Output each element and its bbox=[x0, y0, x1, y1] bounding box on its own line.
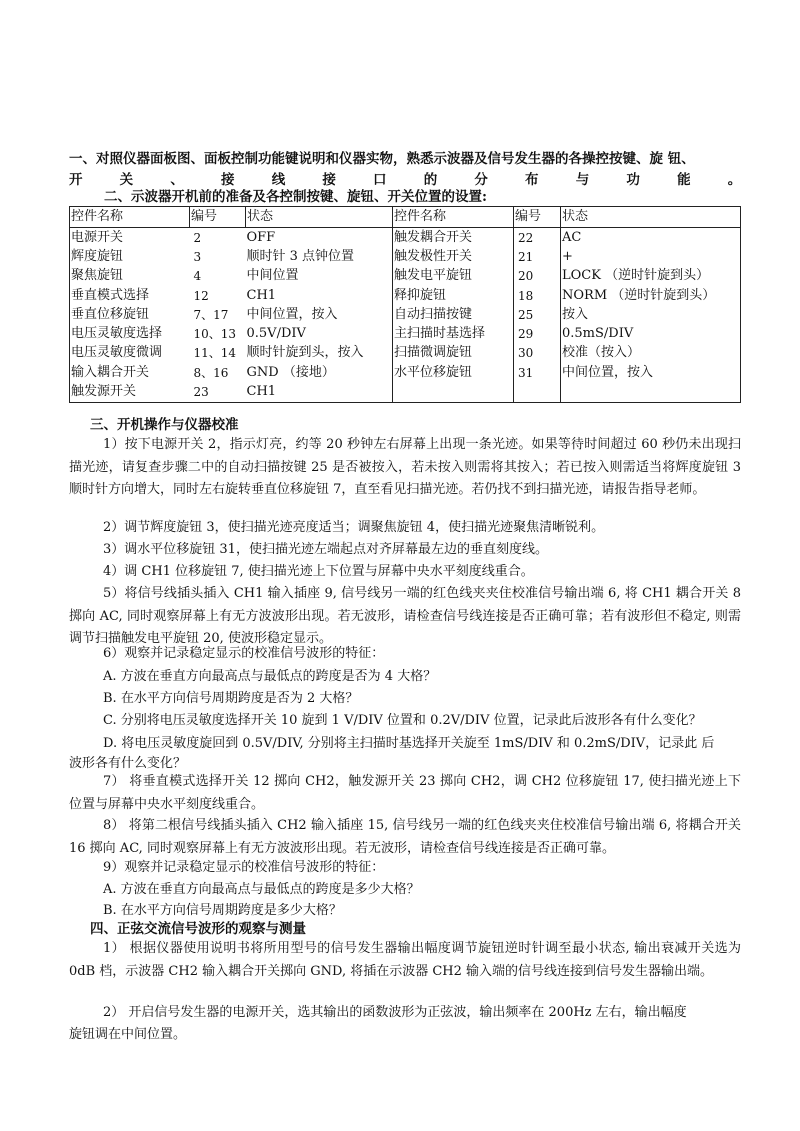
table-cell: 水平位移旋钮 bbox=[393, 363, 514, 382]
section-3-p6d-line2: 波形各有什么变化？ bbox=[69, 756, 187, 771]
table-header-row bbox=[70, 207, 741, 228]
heading-1-word: 。 bbox=[727, 172, 742, 188]
table-cell: 校准（按入） bbox=[561, 344, 741, 363]
table-cell: 7、17 bbox=[193, 307, 229, 322]
section-4-p2-line2: 旋钮调在中间位置。 bbox=[69, 1027, 187, 1042]
table-cell: GND （接地） bbox=[246, 364, 335, 380]
heading-1-word: 布 bbox=[525, 172, 555, 188]
section-3-p9b: B. 在水平方向信号周期跨度是多少大格？ bbox=[103, 903, 342, 918]
table-cell: 10、13 bbox=[193, 327, 237, 342]
section-3-p1 bbox=[69, 434, 741, 502]
heading-1-word: 接 bbox=[221, 172, 251, 188]
table-cell: 顺时针旋到头，按入 bbox=[246, 345, 364, 361]
table-cell: 触发极性开关 bbox=[393, 247, 514, 266]
table-header-cell: 编号 bbox=[514, 207, 561, 228]
table-cell: 自动扫描按键 bbox=[393, 305, 514, 324]
table-cell: 29 bbox=[514, 324, 561, 343]
table-cell: 触发耦合开关 bbox=[393, 228, 514, 248]
table-cell: 电源开关 bbox=[70, 228, 190, 248]
table-cell: CH1 bbox=[246, 382, 393, 402]
section-3-p6c: C. 分别将电压灵敏度选择开关 10 旋到 1 V/DIV 位置和 0.2V/DIV 位置，记录此后波形各有什么变化？ bbox=[103, 713, 702, 728]
heading-1-word: 、 bbox=[170, 172, 201, 188]
heading-1-word: 线 bbox=[271, 172, 302, 188]
controls-table bbox=[69, 206, 741, 403]
table-cell bbox=[514, 382, 561, 402]
table-cell: 释抑旋钮 bbox=[393, 286, 514, 305]
table-cell: 中间位置，按入 bbox=[246, 306, 338, 322]
heading-1-word: 的 bbox=[423, 172, 454, 188]
table-cell bbox=[393, 382, 514, 402]
table-cell: CH1 bbox=[246, 287, 277, 303]
heading-1-word: 关 bbox=[119, 172, 150, 188]
table-cell: 输入耦合开关 bbox=[70, 363, 190, 382]
section-3-p6b: B. 在水平方向信号周期跨度是否为 2 大格？ bbox=[103, 691, 359, 706]
section-3-p3 bbox=[69, 539, 741, 562]
section-3-p6a: A. 方波在垂直方向最高点与最低点的跨度是否为 4 大格？ bbox=[103, 669, 437, 684]
table-cell: 辉度旋钮 bbox=[70, 247, 190, 266]
section-4-p1 bbox=[69, 938, 741, 983]
section-3-p6: 6）观察并记录稳定显示的校准信号波形的特征： bbox=[103, 646, 385, 661]
paragraph-text: 5）将信号线插头插入 CH1 输入插座 9, 信号线另一端的红色线夹夹住校准信号输出端 6, 将 CH1 耦合开关 8 掷向 AC, 同时观察屏幕上有无方波波形出现。若无波形，请检查信号线连接是否正确可靠；若有波形但不稳定, 则需调节扫描触发电平旋钮 20, 使波形稳定显示。 bbox=[69, 586, 741, 647]
section-4-title: 四、正弦交流信号波形的观察与测量 bbox=[90, 921, 306, 937]
table-cell: 23 bbox=[190, 382, 246, 402]
table-cell: 垂直模式选择 bbox=[70, 286, 190, 305]
table-row bbox=[70, 286, 741, 305]
paragraph-text: 1）按下电源开关 2，指示灯亮，约等 20 秒钟左右屏幕上出现一条光迹。如果等待时间超过 60 秒仍未出现扫描光迹，请复查步骤二中的自动扫描按键 25 是否被按入，若未按入则需将其按入；若已按入则需适当将辉度旋钮 3 顺时针方向增大，同时左右旋转垂直位移旋钮 7，直至看见扫描光迹。若仍找不到扫描光迹，请报告指导老师。 bbox=[69, 437, 741, 498]
table-cell: 顺时针 3 点钟位置 bbox=[246, 248, 355, 264]
section-3-p9: 9）观察并记录稳定显示的校准信号波形的特征： bbox=[103, 860, 385, 875]
table-header-cell: 状态 bbox=[246, 207, 393, 228]
heading-2: 二、示波器开机前的准备及各控制按键、旋钮、开关位置的设置: bbox=[104, 189, 487, 205]
table-cell: 30 bbox=[514, 344, 561, 363]
table-cell: OFF bbox=[246, 229, 276, 245]
table-row bbox=[70, 363, 741, 382]
table-row bbox=[70, 228, 741, 248]
heading-1-word: 接 bbox=[322, 172, 353, 188]
table-cell: 25 bbox=[514, 305, 561, 324]
table-header-cell: 控件名称 bbox=[393, 207, 514, 228]
heading-1-word: 分 bbox=[474, 172, 505, 188]
table-header-cell: 状态 bbox=[561, 207, 741, 228]
table-cell: 3 bbox=[193, 249, 202, 264]
section-4-p2-line1: 2） 开启信号发生器的电源开关，选其输出的函数波形为正弦波，输出频率在 200Hz 左右，输出幅度 bbox=[103, 1005, 687, 1020]
table-cell: 0.5mS/DIV bbox=[561, 324, 741, 343]
heading-1-word: 口 bbox=[373, 172, 403, 188]
table-cell: 扫描微调旋钮 bbox=[393, 344, 514, 363]
table-cell: 按入 bbox=[561, 305, 741, 324]
table-cell: NORM （逆时针旋到头） bbox=[561, 286, 741, 305]
paragraph-text: 8） 将第二根信号线插头插入 CH2 输入插座 15, 信号线另一端的红色线夹夹住校准信号输出端 6, 将耦合开关 16 掷向 AC, 同时观察屏幕上有无方波波形出现。若无波形，请检查信号线连接是否正确可靠。 bbox=[69, 818, 741, 856]
table-row bbox=[70, 324, 741, 343]
table-cell: 31 bbox=[514, 363, 561, 382]
section-3-p4 bbox=[69, 561, 741, 584]
table-cell: 21 bbox=[514, 247, 561, 266]
table-row bbox=[70, 344, 741, 363]
section-3-p8 bbox=[69, 815, 741, 860]
table-cell: + bbox=[561, 247, 741, 266]
table-cell: 0.5V/DIV bbox=[246, 326, 306, 342]
table-cell: 20 bbox=[514, 267, 561, 286]
table-cell: 22 bbox=[514, 228, 561, 248]
table-cell: 触发源开关 bbox=[70, 382, 190, 402]
paragraph-text: 7） 将垂直模式选择开关 12 掷向 CH2，触发源开关 23 掷向 CH2，调 CH2 位移旋钮 17, 使扫描光迹上下位置与屏幕中央水平刻度线重合。 bbox=[69, 774, 741, 812]
section-3-p2 bbox=[69, 517, 741, 540]
table-row bbox=[70, 247, 741, 266]
table-header-cell: 编号 bbox=[190, 207, 246, 228]
paragraph-text: 1） 根据仪器使用说明书将所用型号的信号发生器输出幅度调节旋钮逆时针调至最小状态, 输出衰减开关选为 0dB 档，示波器 CH2 输入耦合开关掷向 GND, 将插在示波器 CH2 输入端的信号线连接到信号发生器输出端。 bbox=[69, 941, 741, 979]
heading-1-line1: 一、对照仪器面板图、面板控制功能键说明和仪器实物，熟悉示波器及信号发生器的各操控按键、旋 钮、 bbox=[69, 151, 695, 167]
table-cell: 18 bbox=[514, 286, 561, 305]
section-3-p9a: A. 方波在垂直方向最高点与最低点的跨度是多少大格？ bbox=[103, 882, 420, 897]
table-cell: AC bbox=[561, 228, 741, 248]
table-cell: 中间位置 bbox=[246, 268, 299, 284]
heading-1-word: 开 bbox=[69, 172, 99, 188]
table-row bbox=[70, 267, 741, 286]
table-row bbox=[70, 382, 741, 402]
table-header-cell: 控件名称 bbox=[70, 207, 190, 228]
section-3-p5 bbox=[69, 583, 741, 651]
heading-1-word: 功 bbox=[626, 172, 657, 188]
table-cell: 垂直位移旋钮 bbox=[70, 305, 190, 324]
section-3-p6d-line1: D. 将电压灵敏度旋回到 0.5V/DIV, 分别将主扫描时基选择开关旋至 1mS/DIV 和 0.2mS/DIV，记录此 后 bbox=[103, 736, 715, 751]
table-cell: 电压灵敏度微调 bbox=[70, 344, 190, 363]
table-cell: 触发电平旋钮 bbox=[393, 267, 514, 286]
table-cell: 电压灵敏度选择 bbox=[70, 324, 190, 343]
table-cell: LOCK （逆时针旋到头） bbox=[561, 267, 741, 286]
table-cell: 8、16 bbox=[193, 365, 229, 380]
paragraph-text: 4）调 CH1 位移旋钮 7, 使扫描光迹上下位置与屏幕中央水平刻度线重合。 bbox=[103, 564, 534, 579]
table-row bbox=[70, 305, 741, 324]
heading-1-word: 与 bbox=[575, 172, 606, 188]
table-cell bbox=[561, 382, 741, 402]
section-3-title: 三、开机操作与仪器校准 bbox=[90, 417, 239, 433]
heading-1-word: 能 bbox=[677, 172, 707, 188]
table-cell: 12 bbox=[193, 288, 209, 303]
table-cell: 11、14 bbox=[193, 346, 237, 361]
table-cell: 4 bbox=[193, 269, 202, 284]
table-cell: 主扫描时基选择 bbox=[393, 324, 514, 343]
paragraph-text: 2）调节辉度旋钮 3，使扫描光迹亮度适当；调聚焦旋钮 4，使扫描光迹聚焦清晰锐利。 bbox=[103, 520, 605, 535]
paragraph-text: 3）调水平位移旋钮 31，使扫描光迹左端起点对齐屏幕最左边的垂直刻度线。 bbox=[103, 542, 548, 557]
table-cell: 聚焦旋钮 bbox=[70, 267, 190, 286]
table-cell: 2 bbox=[193, 230, 202, 245]
table-cell: 中间位置，按入 bbox=[561, 363, 741, 382]
section-3-p7 bbox=[69, 771, 741, 816]
